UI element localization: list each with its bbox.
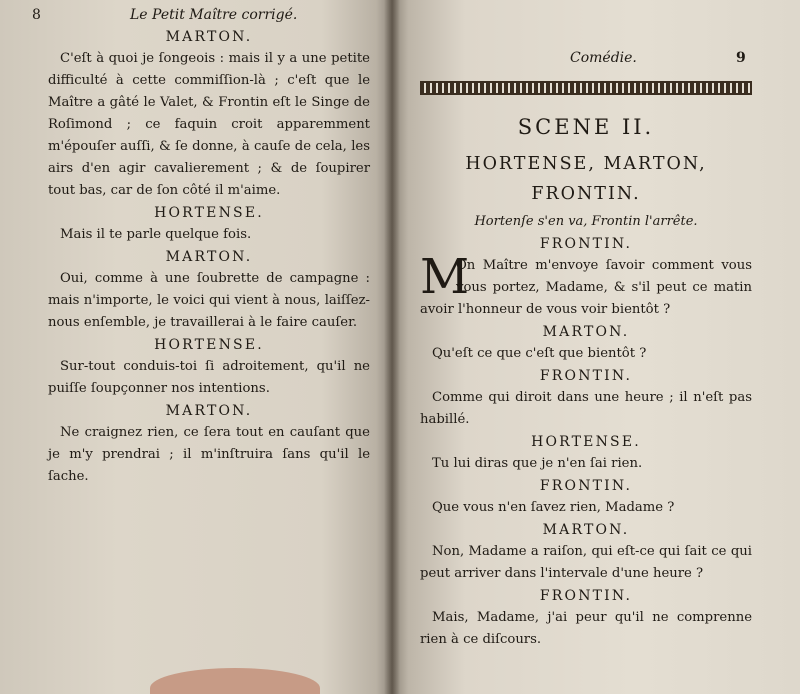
dialogue-text: C'eſt à quoi je ſongeois : mais il y a une petite difficulté à cette commiſſion-là ; c'eſt que le Maître a gâté le Valet, & Frontin eſt le Singe de Roſimond ; ce faquin croit apparemment m'épouſer auſſi, & ſe donne, à cauſe de cela, les airs d'en agir cavalierement ; & de ſoupirer tout bas, car de ſon côté il m'aime.: [48, 51, 370, 198]
right-running-title: Comédie.: [570, 50, 637, 66]
speaker-name: MARTON.: [165, 403, 253, 419]
dialogue-text: Qu'eſt ce que c'eſt que bientôt ?: [432, 346, 647, 361]
scene-title: SCENE II.: [517, 115, 655, 139]
right-page-number: 9: [736, 50, 746, 66]
speaker-name: FRONTIN.: [539, 588, 633, 604]
left-page: [0, 0, 392, 694]
speaker-name: MARTON.: [542, 522, 630, 538]
dialogue-text: Que vous n'en ſavez rien, Madame ?: [432, 500, 675, 515]
dialogue-text: On Maître m'envoye ſavoir comment vous vous portez, Madame, & s'il peut ce matin avoir l'honneur de vous voir bientôt ?: [420, 258, 752, 317]
dialogue-text: Oui, comme à une ſoubrette de campagne : mais n'importe, le voici qui vient à nous, laiſſez-nous enſemble, je travaillerai à le faire cauſer.: [48, 271, 370, 330]
speaker-name: FRONTIN.: [539, 368, 633, 384]
right-page-header: [420, 47, 752, 73]
stage-direction: Hortenſe s'en va, Frontin l'arrête.: [474, 214, 698, 229]
dialogue-text: Non, Madame a raiſon, qui eſt-ce qui ſait ce qui peut arriver dans l'intervale d'une heure ?: [420, 544, 752, 581]
dialogue-text: Ne craignez rien, ce ſera tout en cauſant que je m'y prendrai ; il m'inſtruira ſans qu'il le ſache.: [48, 425, 370, 484]
ornament-band: [420, 81, 752, 95]
cast-line: HORTENSE, MARTON,: [465, 154, 707, 174]
speaker-name: FRONTIN.: [539, 478, 633, 494]
dialogue-text: Comme qui diroit dans une heure ; il n'eſt pas habillé.: [420, 390, 752, 427]
dialogue-text-with-drop-cap: [420, 249, 752, 321]
book-gutter-shadow: [384, 0, 400, 694]
left-page-content: [32, 4, 370, 488]
right-page: [392, 0, 800, 694]
left-page-header: [32, 4, 370, 26]
left-page-number: 8: [32, 7, 41, 23]
dialogue-text: Mais, Madame, j'ai peur qu'il ne comprenne rien à ce diſcours.: [420, 610, 752, 647]
cast-line: FRONTIN.: [531, 184, 641, 204]
drop-cap: M: [420, 249, 470, 305]
dialogue-text: Mais il te parle quelque fois.: [60, 227, 252, 242]
speaker-name: FRONTIN.: [539, 236, 633, 252]
dialogue-text: Tu lui diras que je n'en ſai rien.: [432, 456, 643, 471]
speaker-name: MARTON.: [165, 29, 253, 45]
speaker-name: MARTON.: [165, 249, 253, 265]
speaker-name: HORTENSE.: [154, 205, 264, 221]
left-running-title: Le Petit Maître corrigé.: [130, 7, 298, 23]
dialogue-text: Sur-tout conduis-toi ſi adroitement, qu'il ne puiſſe ſoupçonner nos intentions.: [48, 359, 370, 396]
speaker-name: MARTON.: [542, 324, 630, 340]
speaker-name: HORTENSE.: [154, 337, 264, 353]
right-page-content: [420, 47, 752, 651]
speaker-name: HORTENSE.: [531, 434, 641, 450]
